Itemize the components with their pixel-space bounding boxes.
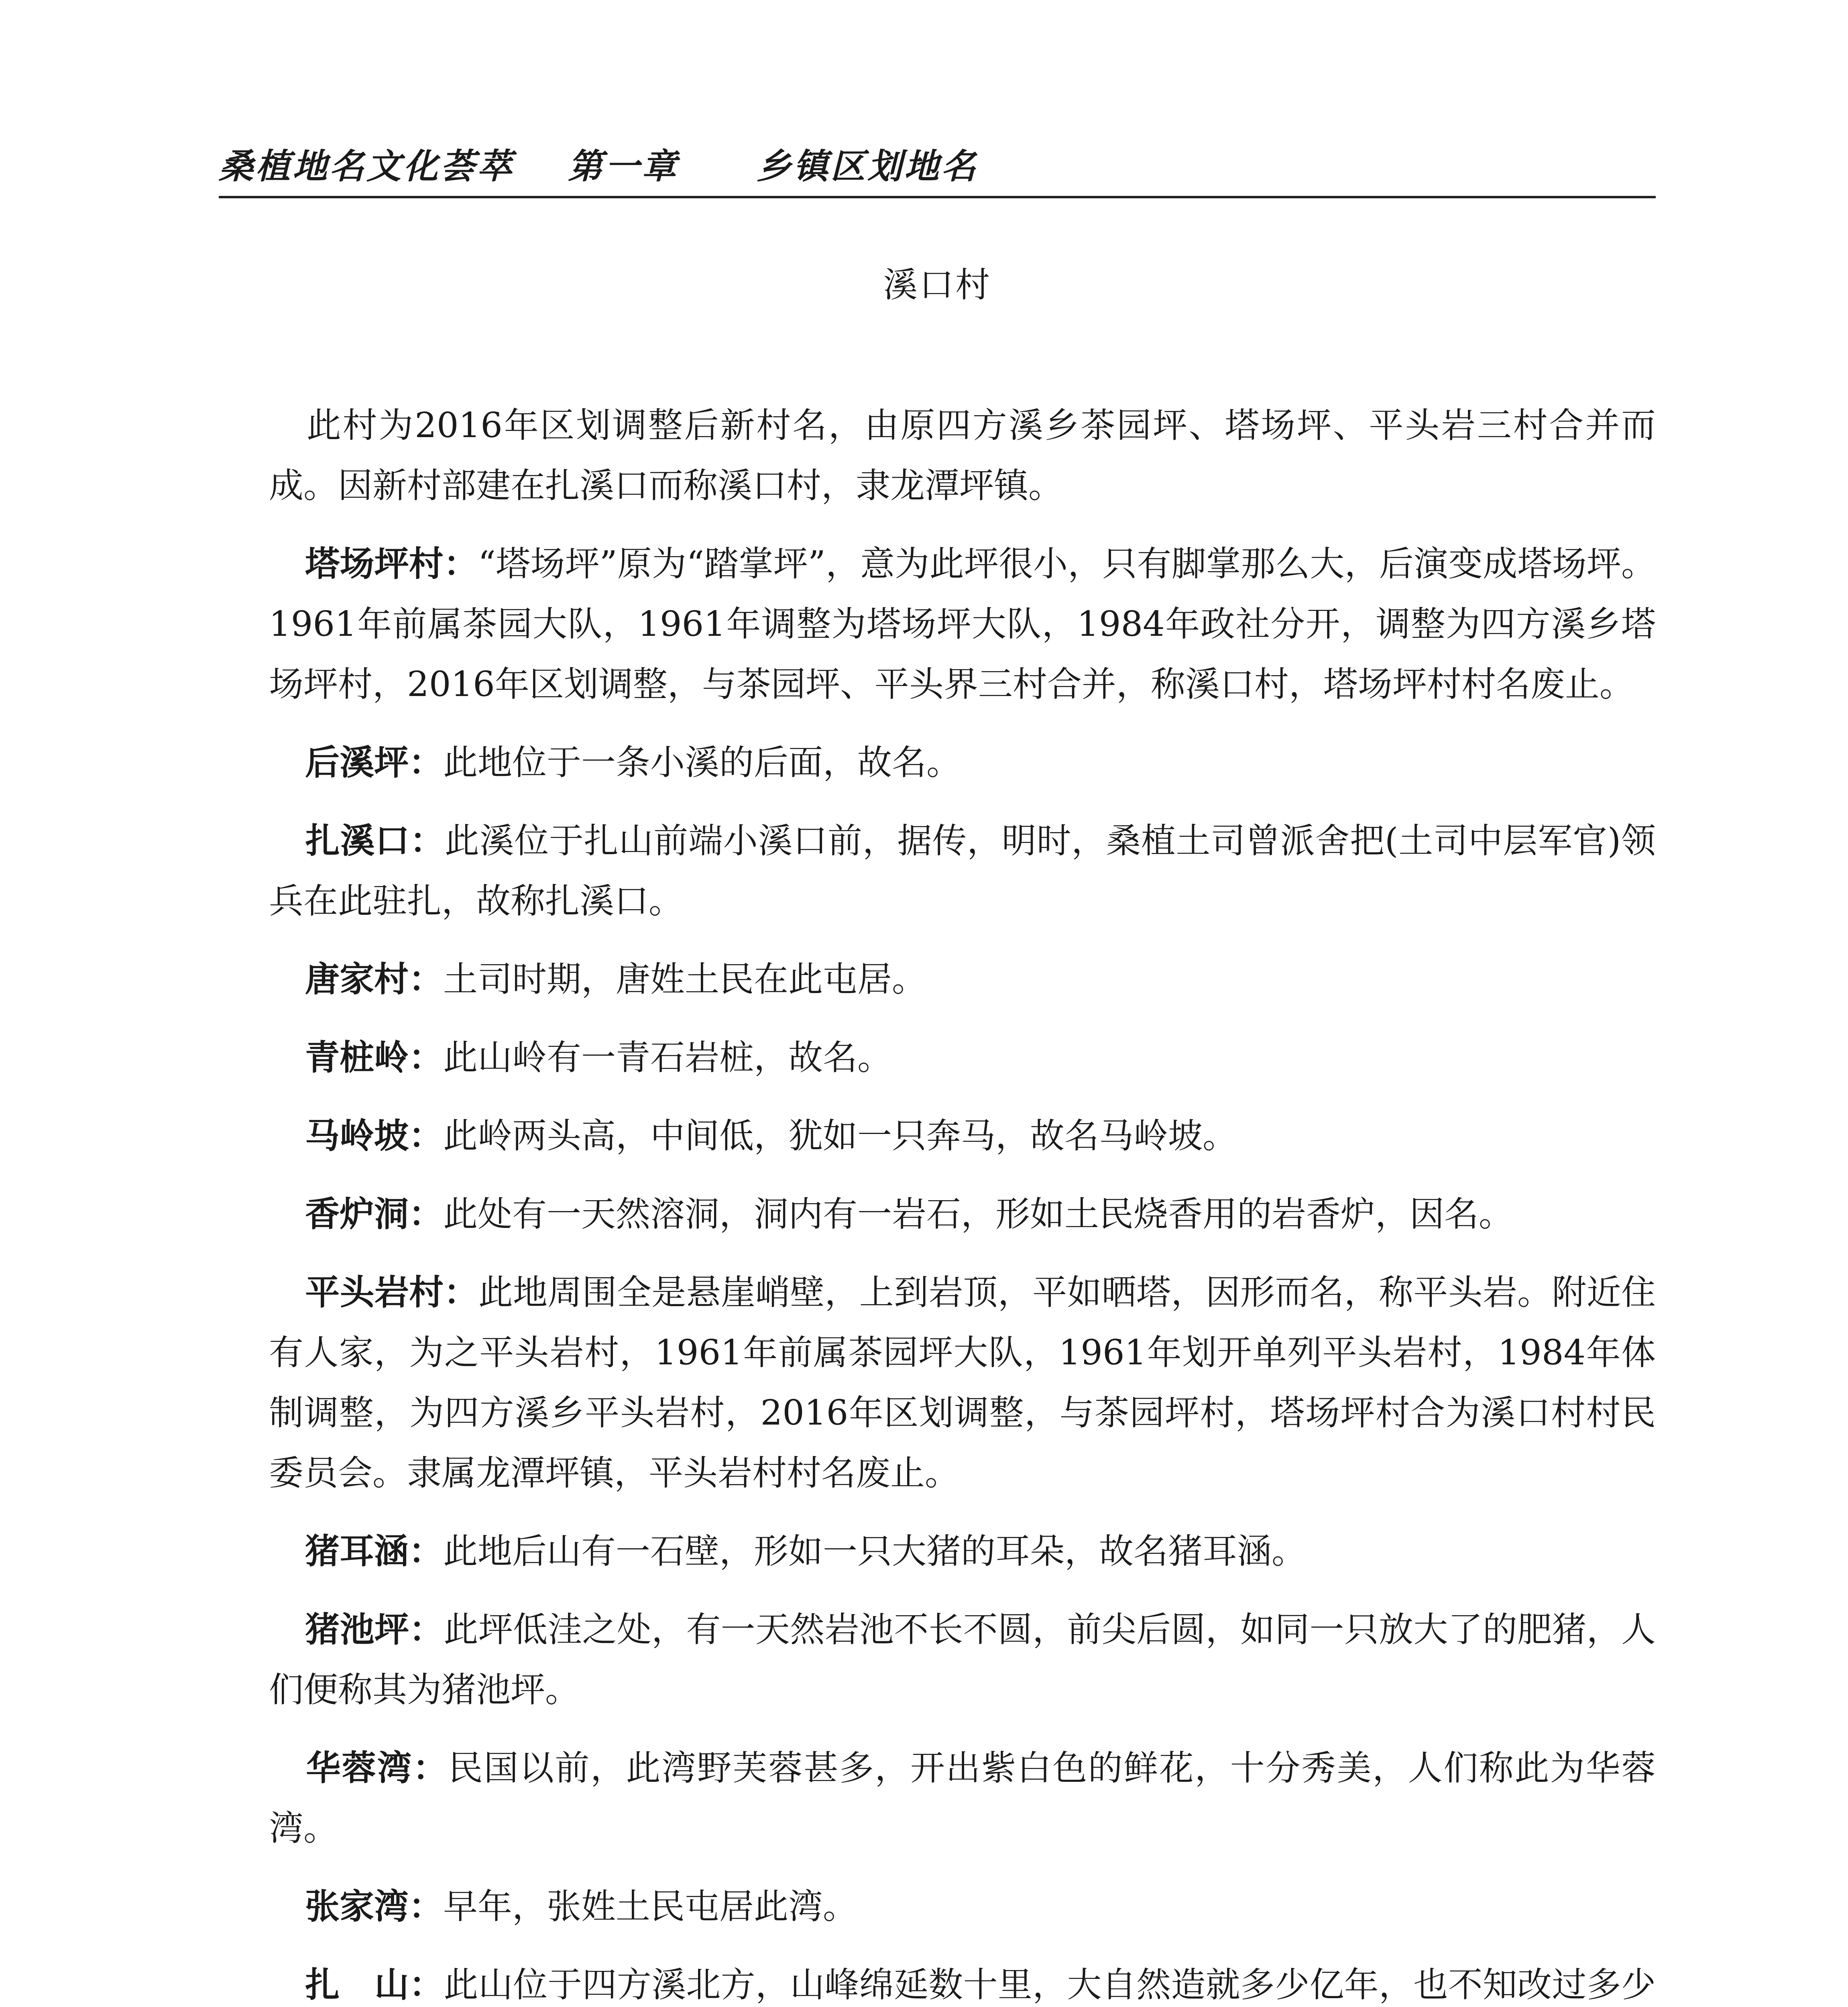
entry-term: 唐家村： (305, 959, 443, 999)
entry-text: “塔场坪”原为“踏掌坪”，意为此坪很小，只有脚掌那么大，后演变成塔场坪。1961年前属茶园大队，1961年调整为塔场坪大队，1984年政社分开，调整为四方溪乡塔场坪村，2016年区划调整，与茶园坪、平头界三村合并，称溪口村，塔场坪村村名废止。 (269, 544, 1656, 704)
entry-term: 扎溪口： (305, 820, 445, 861)
paragraph (269, 1184, 1656, 1244)
header-chapter: 第一章 (568, 146, 679, 187)
entry-text: 早年，张姓土民屯居此湾。 (443, 1887, 857, 1927)
entry-text: 此山位于四方溪北方，山峰绵延数十里，大自然造就多少亿年，也不知改过多少 (444, 1965, 1656, 2005)
entry-term: 猪耳涵： (305, 1531, 443, 1571)
entry-term: 青桩岭： (305, 1037, 443, 1078)
paragraph (269, 1600, 1656, 1720)
paragraph (269, 1106, 1656, 1166)
paragraph (269, 733, 1656, 793)
entry-term: 张家湾： (305, 1886, 443, 1927)
paragraph (269, 395, 1656, 516)
paragraph (269, 1028, 1656, 1088)
paragraph (269, 534, 1656, 714)
body-text (269, 395, 1656, 2007)
entry-term: 扎 山： (305, 1964, 444, 2005)
header-book-title: 桑植地名文化荟萃 (219, 146, 514, 187)
entry-text: 此地后山有一石壁，形如一只大猪的耳朵，故名猪耳涵。 (443, 1531, 1306, 1571)
entry-text: 此处有一天然溶洞，洞内有一岩石，形如土民烧香用的岩香炉，因名。 (443, 1194, 1513, 1234)
entry-text: 此山岭有一青石岩桩，故名。 (443, 1038, 892, 1078)
entry-term: 平头岩村： (305, 1272, 478, 1313)
entry-text: 此坪低洼之处，有一天然岩池不长不圆，前尖后圆，如同一只放大了的肥猪，人们便称其为猪池坪。 (269, 1610, 1656, 1710)
entry-text: 此地位于一条小溪的后面，故名。 (443, 743, 961, 783)
paragraph (269, 1877, 1656, 1937)
paragraph (269, 1262, 1656, 1503)
entry-text: 此地周围全是悬崖峭壁，上到岩顶，平如晒塔，因形而名，称平头岩。附近住有人家，为之平头岩村，1961年前属茶园坪大队，1961年划开单列平头岩村，1984年体制调整，为四方溪乡平头岩村，2016年区划调整，与茶园坪村，塔场坪村合为溪口村村民委员会。隶属龙潭坪镇，平头岩村村名废止。 (269, 1272, 1656, 1493)
entry-term: 塔场坪村： (305, 543, 478, 584)
header-divider (219, 196, 1656, 198)
entry-term: 马岭坡： (305, 1115, 443, 1156)
entry-text: 此岭两头高，中间低，犹如一只奔马，故名马岭坡。 (443, 1116, 1237, 1156)
paragraph (269, 811, 1656, 931)
entry-text: 此村为2016年区划调整后新村名，由原四方溪乡茶园坪、塔场坪、平头岩三村合并而成。因新村部建在扎溪口而称溪口村，隶龙潭坪镇。 (269, 405, 1656, 506)
entry-term: 后溪坪： (305, 742, 443, 783)
entry-text: 民国以前，此湾野芙蓉甚多，开出紫白色的鲜花，十分秀美，人们称此为华蓉湾。 (269, 1748, 1656, 1848)
entry-text: 土司时期，唐姓土民在此屯居。 (443, 959, 926, 999)
entry-text: 此溪位于扎山前端小溪口前，据传，明时，桑植土司曾派舍把(土司中层军官)领兵在此驻扎，故称扎溪口。 (269, 821, 1656, 921)
paragraph (269, 949, 1656, 1010)
paragraph (269, 1521, 1656, 1582)
paragraph (269, 1955, 1656, 2007)
running-header (219, 138, 1656, 191)
paragraph (269, 1738, 1656, 1858)
entry-term: 香炉洞： (305, 1194, 443, 1234)
page-title: 溪口村 (883, 265, 991, 305)
header-section: 乡镇区划地名 (757, 146, 978, 187)
entry-term: 猪池坪： (305, 1609, 444, 1650)
entry-term: 华蓉湾： (305, 1748, 448, 1788)
